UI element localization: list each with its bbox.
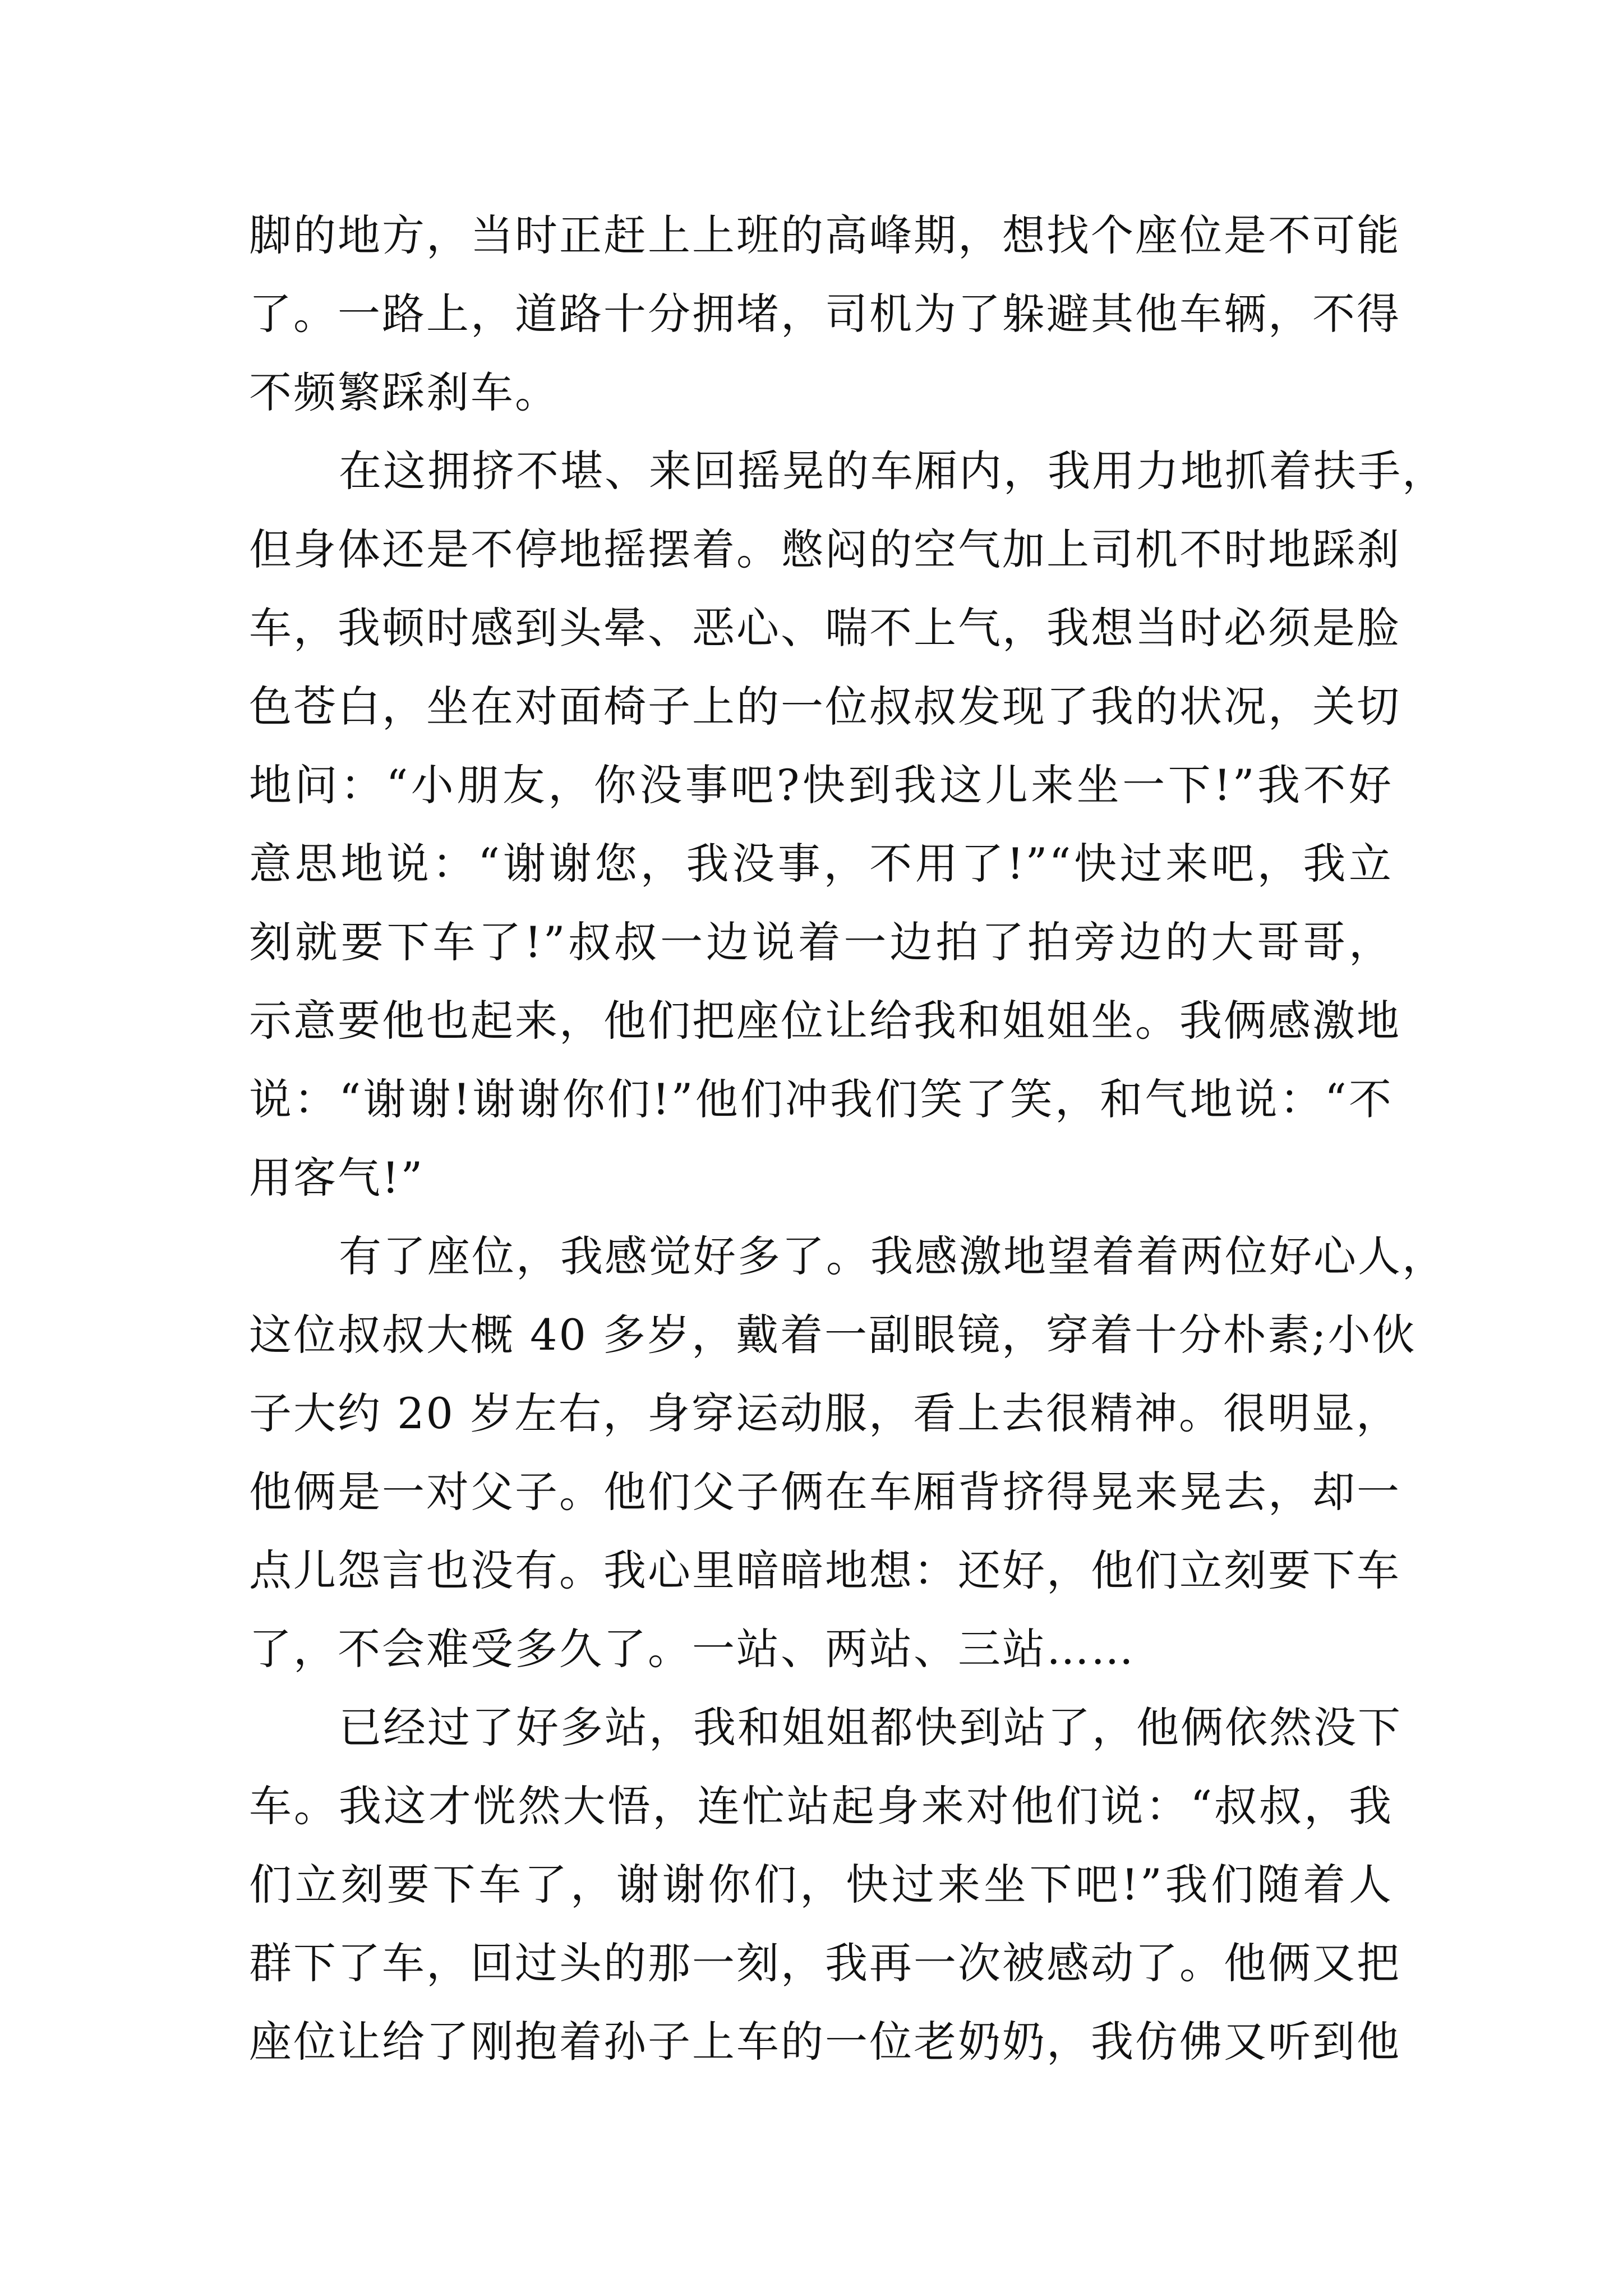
text-line: 这位叔叔大概 40 多岁，戴着一副眼镜，穿着十分朴素;小伙	[249, 1310, 1417, 1360]
text-line: 脚的地方，当时正赶上上班的高峰期，想找个座位是不可能	[249, 210, 1401, 260]
text-line: 示意要他也起来，他们把座位让给我和姐姐坐。我俩感激地	[249, 996, 1401, 1046]
text-line: 座位让给了刚抱着孙子上车的一位老奶奶，我仿佛又听到他	[249, 2017, 1401, 2067]
document-body	[249, 196, 1446, 2081]
text-line: 不频繁踩刹车。	[249, 367, 559, 417]
text-line: 了，不会难受多久了。一站、两站、三站……	[249, 1624, 1135, 1674]
paragraph-first-line: 已经过了好多站，我和姐姐都快到站了，他俩依然没下	[339, 1703, 1402, 1752]
text-line: 用客气!”	[249, 1153, 425, 1203]
text-line: 说：“谢谢!谢谢你们!”他们冲我们笑了笑，和气地说：“不	[249, 1074, 1393, 1124]
text-line: 了。一路上，道路十分拥堵，司机为了躲避其他车辆，不得	[249, 289, 1401, 339]
text-line: 刻就要下车了!”叔叔一边说着一边拍了拍旁边的大哥哥，	[249, 917, 1393, 967]
text-line: 地问：“小朋友，你没事吧?快到我这儿来坐一下!”我不好	[249, 760, 1393, 810]
text-line: 意思地说：“谢谢您，我没事，不用了!”“快过来吧，我立	[249, 839, 1393, 889]
text-line: 但身体还是不停地摇摆着。憋闷的空气加上司机不时地踩刹	[249, 524, 1401, 574]
text-line: 们立刻要下车了，谢谢你们，快过来坐下吧!”我们随着人	[249, 1860, 1393, 1910]
text-line: 色苍白，坐在对面椅子上的一位叔叔发现了我的状况，关切	[249, 682, 1401, 731]
text-line: 车，我顿时感到头晕、恶心、喘不上气，我想当时必须是脸	[249, 603, 1401, 653]
text-line: 他俩是一对父子。他们父子俩在车厢背挤得晃来晃去，却一	[249, 1467, 1401, 1517]
text-line: 车。我这才恍然大悟，连忙站起身来对他们说：“叔叔，我	[249, 1781, 1393, 1831]
text-line: 子大约 20 岁左右，身穿运动服，看上去很精神。很明显，	[249, 1388, 1401, 1438]
paragraph-first-line: 有了座位，我感觉好多了。我感激地望着着两位好心人，	[339, 1231, 1446, 1281]
text-line: 点儿怨言也没有。我心里暗暗地想：还好，他们立刻要下车	[249, 1545, 1401, 1595]
text-line: 群下了车，回过头的那一刻，我再一次被感动了。他俩又把	[249, 1938, 1401, 1988]
paragraph-first-line: 在这拥挤不堪、来回摇晃的车厢内，我用力地抓着扶手，	[339, 446, 1446, 496]
